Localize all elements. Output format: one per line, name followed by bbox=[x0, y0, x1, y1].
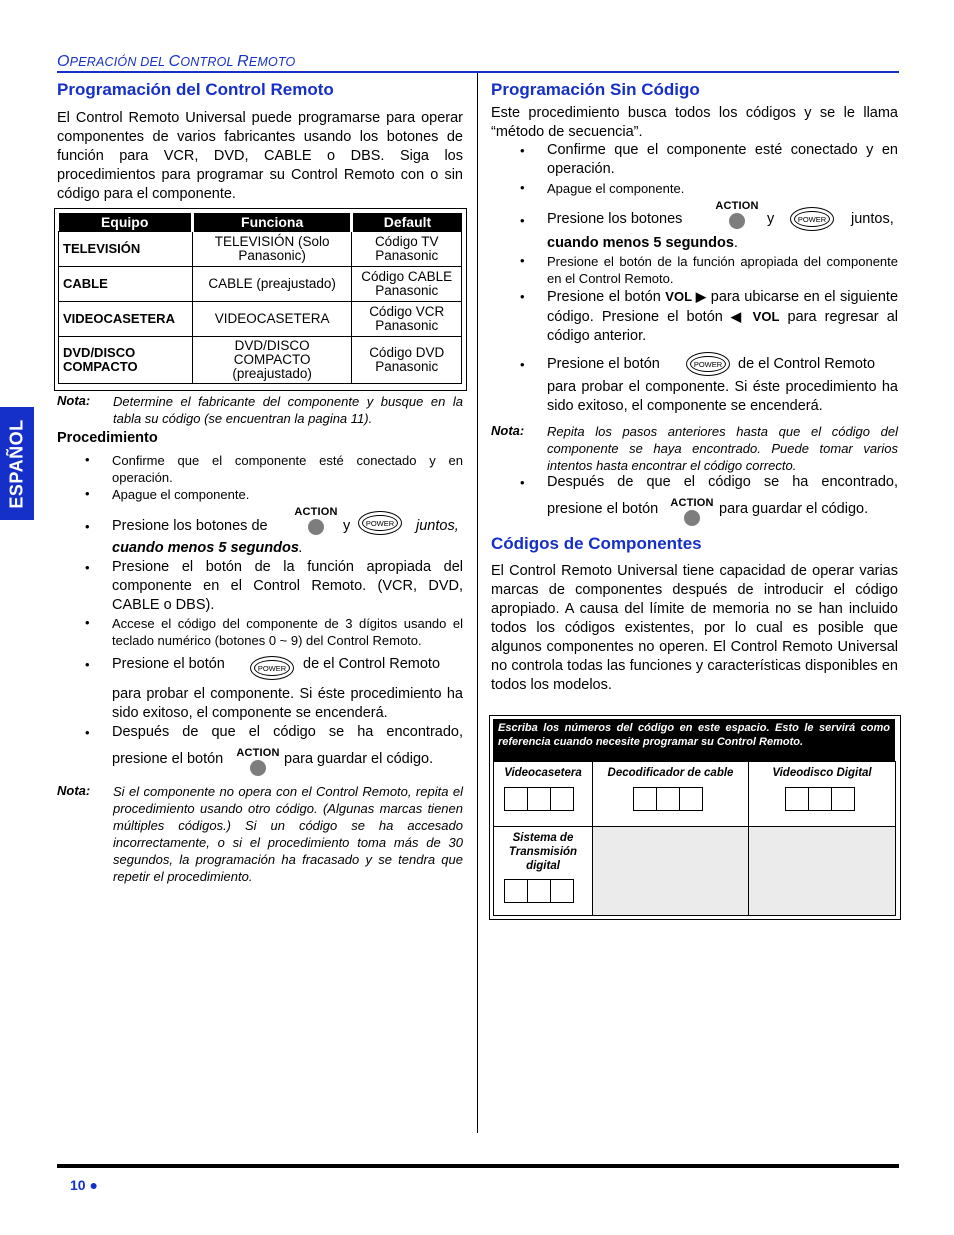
step-text: y bbox=[343, 518, 351, 534]
step-text: Presione el botón bbox=[547, 356, 660, 372]
code-boxes[interactable] bbox=[505, 879, 574, 903]
footer-rule bbox=[57, 1164, 899, 1168]
power-button-icon: POWER bbox=[250, 656, 294, 680]
code-cell-vcr: Videocasetera bbox=[493, 761, 593, 827]
step-text: Después de que el código se ha encontrado, bbox=[547, 474, 898, 490]
right-intro: Este procedimiento busca todos los códigos y se le llama “método de secuencia”. bbox=[491, 105, 898, 140]
empty-cell bbox=[592, 826, 749, 916]
code-table-header: Escriba los números del código en este espacio. Esto le servirá como referencia cuando necesite programar su Control Remoto. bbox=[493, 719, 895, 761]
step-text: de el Control Remoto bbox=[738, 356, 876, 372]
table-cell: VIDEOCASETERA bbox=[59, 302, 193, 337]
table-row bbox=[59, 267, 462, 302]
step-text: Después de que el código se ha encontrado, bbox=[112, 724, 463, 740]
code-boxes[interactable] bbox=[505, 787, 574, 811]
step-text: para probar el componente. Si éste procedimiento ha sido exitoso, el componente se encenderá. bbox=[112, 686, 463, 721]
table-row bbox=[59, 232, 462, 267]
equipment-table bbox=[54, 208, 467, 391]
step-text-bold: cuando menos 5 segundos. bbox=[112, 540, 303, 556]
bullet: • bbox=[520, 180, 525, 195]
bullet: • bbox=[85, 486, 90, 501]
code-boxes[interactable] bbox=[786, 787, 855, 811]
table-cell: CABLE bbox=[59, 267, 193, 302]
left-intro: El Control Remoto Universal puede programarse para operar componentes de varios fabricantes usando los botones de función para VCR, DVD, CABLE o DBS. Siga los procedimientos para programar su Control Remoto con o sin código para el componente. bbox=[57, 110, 463, 202]
language-tab: ESPAÑOL bbox=[0, 407, 34, 520]
step-text: Accese el código del componente de 3 dígitos usando el teclado numérico (botones 0 ~ 9) del Control Remoto. bbox=[112, 616, 463, 648]
code-cell-dbs: Sistema de Transmisión digital bbox=[493, 826, 593, 916]
code-cell-cable: Decodificador de cable bbox=[592, 761, 749, 827]
table-cell: DVD/DISCO COMPACTO (preajustado) bbox=[192, 337, 352, 384]
bullet: • bbox=[85, 725, 90, 740]
table-cell: TELEVISIÓN bbox=[59, 232, 193, 267]
step-text: Presione el botón bbox=[112, 656, 225, 672]
step-text: para probar el componente. Si éste procedimiento ha sido exitoso, el componente se encenderá. bbox=[547, 379, 898, 414]
note-text: Repita los pasos anteriores hasta que el código del componente se haya encontrado. Puede tomar varios intentos hasta encontrar el código correcto. bbox=[547, 424, 898, 473]
action-button-icon: ACTION bbox=[294, 506, 338, 536]
table-header: Equipo bbox=[59, 213, 193, 232]
left-heading: Programación del Control Remoto bbox=[57, 80, 334, 99]
right-heading: Programación Sin Código bbox=[491, 80, 700, 99]
table-row bbox=[59, 337, 462, 384]
note-label: Nota: bbox=[57, 783, 91, 798]
table-header: Funciona bbox=[192, 213, 352, 232]
running-head: OPERACIÓN DEL CONTROL REMOTO bbox=[57, 53, 899, 73]
bullet: • bbox=[85, 657, 90, 672]
step-text: y bbox=[767, 211, 775, 227]
table-cell: Código VCR Panasonic bbox=[352, 302, 462, 337]
step-text: Apague el componente. bbox=[547, 181, 685, 196]
table-cell: VIDEOCASETERA bbox=[192, 302, 352, 337]
step-text: de el Control Remoto bbox=[303, 656, 441, 672]
bullet: • bbox=[85, 452, 90, 467]
step-text: Presione los botones de bbox=[112, 518, 268, 534]
step-text: Presione el botón de la función apropiada del componente en el Control Remoto. bbox=[547, 254, 898, 286]
bullet: • bbox=[520, 143, 525, 158]
step-text: juntos, bbox=[851, 211, 894, 227]
table-cell: TELEVISIÓN (Solo Panasonic) bbox=[192, 232, 352, 267]
step-text: para guardar el código. bbox=[719, 501, 869, 517]
step-text: Confirme que el componente esté conectado y en operación. bbox=[547, 142, 898, 177]
code-boxes[interactable] bbox=[634, 787, 703, 811]
codes-text: El Control Remoto Universal tiene capacidad de operar varias marcas de componentes después de introducir el código apropiado. A causa del límite de memoria no se han incluido todos los códigos existentes, por lo cual es posible que algunos componentes no operen. El Control Remoto Universal no controla todas las funciones y características disponibles en todos los modelos. bbox=[491, 563, 898, 693]
page-number: 10 ● bbox=[70, 1177, 98, 1193]
empty-cell bbox=[748, 826, 896, 916]
codes-heading: Códigos de Componentes bbox=[491, 534, 702, 553]
step-text: presione el botón bbox=[112, 751, 224, 767]
table-cell: Código CABLE Panasonic bbox=[352, 267, 462, 302]
step-text: Presione los botones bbox=[547, 211, 683, 227]
table-cell: DVD/DISCO COMPACTO bbox=[59, 337, 193, 384]
bullet: • bbox=[85, 519, 90, 534]
bullet: • bbox=[85, 560, 90, 575]
bullet: • bbox=[520, 357, 525, 372]
note-label: Nota: bbox=[57, 393, 91, 408]
power-button-icon: POWER bbox=[686, 352, 730, 376]
action-button-icon: ACTION bbox=[715, 200, 759, 230]
step-text: para guardar el código. bbox=[284, 751, 434, 767]
bullet: • bbox=[520, 289, 525, 304]
step-text-bold: cuando menos 5 segundos. bbox=[547, 235, 738, 251]
step-text: Confirme que el componente esté conectado y en operación. bbox=[112, 453, 463, 485]
code-record-table bbox=[489, 715, 901, 920]
table-cell: Código DVD Panasonic bbox=[352, 337, 462, 384]
bullet: • bbox=[520, 475, 525, 490]
table-header: Default bbox=[352, 213, 462, 232]
power-button-icon: POWER bbox=[790, 207, 834, 231]
bullet: • bbox=[520, 253, 525, 268]
note-text: Si el componente no opera con el Control Remoto, repita el procedimiento usando otro código. (Algunas marcas tienen múltiples códigos.) Si un código se ha accesado incorrectamente, o si el procedimiento toma más de 30 segundos, la programación ha fracasado y se tendra que repetir el procedimiento. bbox=[113, 784, 463, 884]
vol-left-label: ◀ VOL bbox=[730, 309, 780, 324]
power-button-icon: POWER bbox=[358, 511, 402, 535]
step-text: Apague el componente. bbox=[112, 487, 250, 502]
table-cell: Código TV Panasonic bbox=[352, 232, 462, 267]
action-button-icon: ACTION bbox=[236, 747, 280, 777]
step-text: juntos, bbox=[416, 518, 459, 534]
note-label: Nota: bbox=[491, 423, 525, 438]
column-divider bbox=[477, 73, 478, 1133]
bullet: • bbox=[520, 213, 525, 228]
step-text: Presione el botón VOL ▶ para ubicarse en el siguiente código. Presione el botón ◀ VOL para regresar al código anterior. bbox=[547, 289, 899, 344]
vol-right-label: VOL ▶ bbox=[665, 289, 707, 304]
table-row bbox=[59, 302, 462, 337]
procedure-heading: Procedimiento bbox=[57, 430, 158, 446]
code-cell-dvd: Videodisco Digital bbox=[748, 761, 896, 827]
action-button-icon: ACTION bbox=[670, 497, 714, 527]
note-text: Determine el fabricante del componente y busque en la tabla su código (se encuentran la pagina 11). bbox=[113, 394, 463, 426]
table-cell: CABLE (preajustado) bbox=[192, 267, 352, 302]
step-text: Presione el botón de la función apropiada del componente en el Control Remoto. (VCR, DVD, CABLE o DBS). bbox=[112, 559, 463, 613]
bullet: • bbox=[85, 615, 90, 630]
step-text: presione el botón bbox=[547, 501, 659, 517]
